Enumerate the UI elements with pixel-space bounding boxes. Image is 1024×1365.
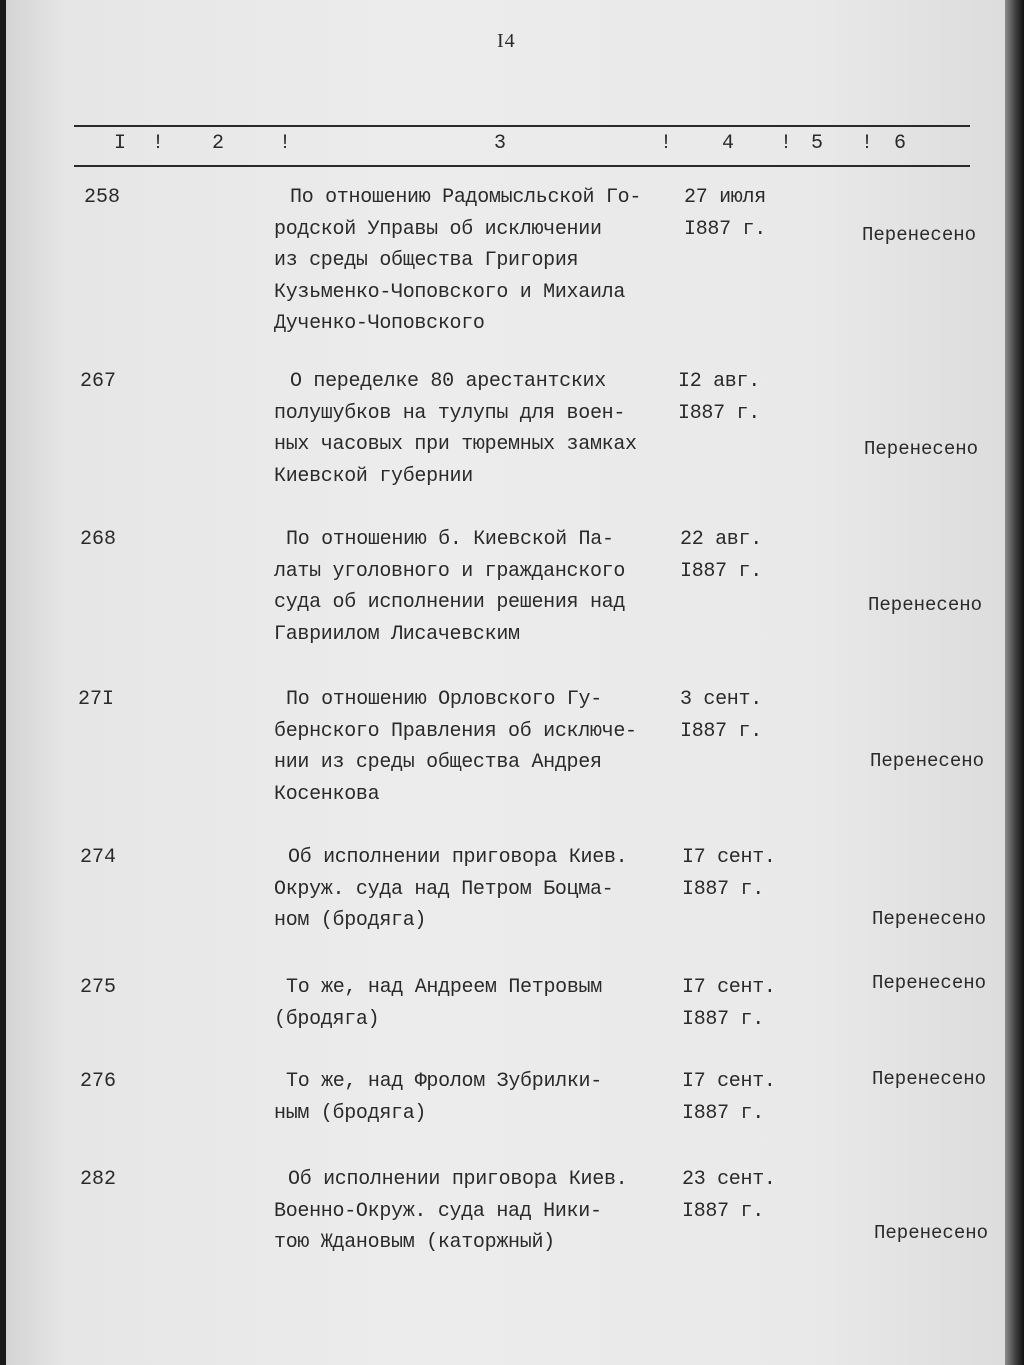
entry-description <box>274 370 694 496</box>
entry-date <box>682 846 792 909</box>
entry-number: 282 <box>80 1168 117 1191</box>
date-line: I887 г. <box>682 877 764 901</box>
date-line: I2 авг. <box>678 370 760 393</box>
description-line: ных часовых при тюремных замках <box>274 433 637 456</box>
date-line: 23 сент. <box>682 1168 776 1191</box>
description-line: тою Ждановым (каторжный) <box>274 1231 555 1254</box>
header-col-3: 3 <box>494 132 507 155</box>
entry-note: Перенесено <box>864 438 979 460</box>
entry-number: 276 <box>80 1070 117 1093</box>
description-line: ном (бродяга) <box>274 909 427 932</box>
description-line: Киевской губернии <box>274 464 473 488</box>
page-number: I4 <box>497 30 516 52</box>
date-line: I887 г. <box>680 559 762 583</box>
description-line: Кузьменко-Чоповского и Михаила <box>274 280 626 304</box>
date-line: I887 г. <box>678 401 760 425</box>
description-line: То же, над Фролом Зубрилки- <box>286 1070 602 1093</box>
date-line: 27 июля <box>684 186 766 209</box>
entry-date <box>682 1168 792 1231</box>
entry-number: 275 <box>80 976 117 999</box>
document-page <box>6 0 1012 1365</box>
entry-description <box>274 688 694 814</box>
description-line: полушубков на тулупы для воен- <box>274 401 626 425</box>
description-line: Об исполнении приговора Киев. <box>288 1168 628 1191</box>
entry-number: 267 <box>80 370 117 393</box>
description-line: То же, над Андреем Петровым <box>286 976 602 999</box>
description-line: латы уголовного и гражданского <box>274 559 626 583</box>
date-line: 3 сент. <box>680 688 762 711</box>
description-line: суда об исполнении решения над <box>274 591 626 614</box>
entry-number: 268 <box>80 528 117 551</box>
entry-note: Перенесено <box>874 1222 989 1244</box>
date-line: I887 г. <box>680 719 762 743</box>
entry-description <box>274 186 694 344</box>
entry-date <box>678 370 788 433</box>
entry-note: Перенесено <box>868 594 983 616</box>
description-line: По отношению б. Киевской Па- <box>286 528 614 551</box>
date-line: I7 сент. <box>682 1070 776 1093</box>
entry-note: Перенесено <box>872 1068 987 1090</box>
description-line: бернского Правления об исключе- <box>274 719 637 743</box>
header-bottom-rule <box>74 165 970 167</box>
description-line: (бродяга) <box>274 1007 380 1031</box>
entry-note: Перенесено <box>872 908 987 930</box>
header-top-rule <box>74 125 970 127</box>
entry-date <box>682 976 792 1039</box>
entry-number: 27I <box>78 688 115 711</box>
entry-description <box>274 1168 694 1263</box>
header-col-1: I <box>114 132 127 155</box>
description-line: По отношению Радомысльской Го- <box>290 186 642 209</box>
entry-date <box>682 1070 792 1133</box>
entry-note: Перенесено <box>870 750 985 772</box>
description-line: нии из среды общества Андрея <box>274 751 602 774</box>
entry-date <box>680 688 790 751</box>
date-line: 22 авг. <box>680 528 762 551</box>
date-line: I7 сент. <box>682 846 776 869</box>
page-edge-shadow <box>1005 0 1024 1365</box>
description-line: ным (бродяга) <box>274 1101 427 1125</box>
description-line: Косенкова <box>274 782 380 806</box>
description-line: родской Управы об исключении <box>274 217 602 241</box>
entry-description <box>274 528 694 654</box>
header-separator: ! <box>780 132 793 155</box>
header-separator: ! <box>660 132 673 155</box>
description-line: По отношению Орловского Гу- <box>286 688 602 711</box>
header-col-4: 4 <box>722 132 735 155</box>
date-line: I887 г. <box>684 217 766 241</box>
description-line: Дученко-Чоповского <box>274 312 485 335</box>
entry-date <box>684 186 794 249</box>
header-col-2: 2 <box>212 132 225 155</box>
header-separator: ! <box>279 132 292 155</box>
entry-note: Перенесено <box>862 224 977 246</box>
entry-note: Перенесено <box>872 972 987 994</box>
description-line: Об исполнении приговора Киев. <box>288 846 628 869</box>
date-line: I887 г. <box>682 1101 764 1125</box>
entry-date <box>680 528 790 591</box>
header-separator: ! <box>861 132 874 155</box>
description-line: О переделке 80 арестантских <box>290 370 606 393</box>
entry-description <box>274 846 694 941</box>
header-separator: ! <box>152 132 165 155</box>
description-line: Военно-Окруж. суда над Ники- <box>274 1199 602 1223</box>
description-line: Окруж. суда над Петром Боцма- <box>274 877 614 901</box>
entry-number: 274 <box>80 846 117 869</box>
date-line: I887 г. <box>682 1007 764 1031</box>
entry-description <box>274 976 694 1039</box>
header-col-6: 6 <box>894 132 907 155</box>
header-col-5: 5 <box>811 132 824 155</box>
entry-description <box>274 1070 694 1133</box>
entry-number: 258 <box>84 186 121 209</box>
date-line: I7 сент. <box>682 976 776 999</box>
description-line: Гавриилом Лисачевским <box>274 622 520 646</box>
date-line: I887 г. <box>682 1199 764 1223</box>
description-line: из среды общества Григория <box>274 249 579 272</box>
